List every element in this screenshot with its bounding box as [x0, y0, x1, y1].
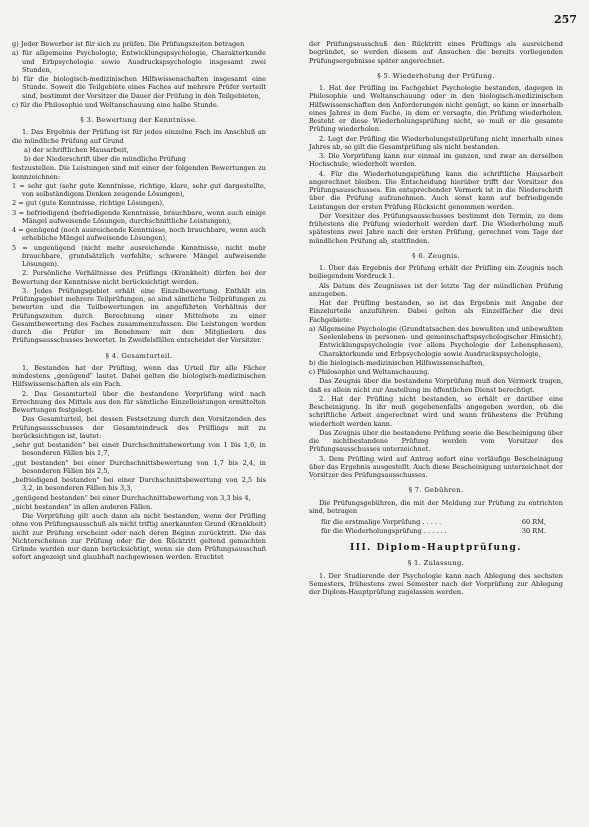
paragraph: 1. Der Studierende der Psychologie kann nach Ablegung des sechsten Semesters, frühestens zwei Semester nach der Vorprüfung zur Ablegung der Diplom-Hauptprüfung zugelassen werden. [309, 571, 563, 596]
paragraph: 1 = sehr gut (sehr gute Kenntnisse, richtige, klare, sehr gut dargestellte, von selbständigem Denken zeugende Lösungen), [12, 181, 266, 198]
paragraph: c) für die Philosophie und Weltanschauung eine halbe Stunde. [12, 100, 219, 109]
section-heading: § 5. Wiederholung der Prüfung. [377, 71, 495, 80]
paragraph: der Prüfungsausschuß den Rücktritt eines Prüflings als ausreichend begründet, so werden diesem auf Ansuchen die bereits vorliegenden Prüfungsergebnisse später angerechnet. [309, 40, 563, 65]
fee-label: für die erstmalige Vorprüfung . . . . . [321, 518, 442, 526]
fee-value: 60 RM, [521, 518, 546, 526]
paragraph: b) für die biologisch-medizinischen Hilfswissenschaften insgesamt eine Stunde. Soweit die Teilgebiete eines Faches auf mehrere Prüfer verteilt sind, bestimmt der Vorsitzer die Dauer der Prüfung in den Teilgebieten, [12, 75, 266, 100]
section-heading: § 3. Bewertung der Kenntnisse. [80, 116, 198, 124]
paragraph: 1. Über das Ergebnis der Prüfung erhält der Prüfling ein Zeugnis nach beiliegendem Vordruck 1. [309, 264, 563, 281]
section-heading: III. Diplom-Hauptprüfung. [350, 543, 522, 553]
left-column [12, 40, 266, 563]
paragraph: b) die biologisch-medizinischen Hilfswissenschaften, [309, 358, 485, 367]
paragraph: a) Allgemeine Psychologie (Grundtatsachen des bewußten und unbewußten Seelenlebens in personen- und gemeinschaftspsychologischer Hinsicht), Entwicklungspsychologie (vor allem Psychologie der Lebensphasen), Charakterkunde und Erbpsychologie sowie Ausdruckspsychologie, [309, 324, 563, 358]
paragraph: g) Jeder Bewerber ist für sich zu prüfen. Die Prüfungszeiten betragen [12, 40, 245, 48]
paragraph: 1. Das Ergebnis der Prüfung ist für jedes einzelne Fach im Anschluß an die mündliche Prüfung auf Grund [12, 128, 266, 145]
paragraph: 1. Bestanden hat der Prüfling, wenn das Urteil für alle Fächer mindestens „genügend" lautet. Dabei gelten die biologisch-medizinischen Hilfswissenschaften als ein Fach. [12, 363, 266, 389]
paragraph: 3. Die Vorprüfung kann nur einmal im ganzen, und zwar an derselben Hochschule, wiederholt werden. [309, 152, 563, 169]
paragraph: Die Prüfungsgebühren, die mit der Meldung zur Prüfung zu entrichten sind, betragen [309, 498, 563, 515]
paragraph: festzustellen. Die Leistungen sind mit einer der folgenden Bewertungen zu kennzeichnen: [12, 164, 266, 181]
paragraph: 3. Dem Prüfling wird auf Antrag sofort eine vorläufige Bescheinigung über das Ergebnis ausgestellt. Auch diese Bescheinigung unterzeichnet der Vorsitzer des Prüfungsausschusses. [309, 454, 563, 479]
paragraph: 2. Persönliche Verhältnisse des Prüflings (Krankheit) dürfen bei der Bewertung der Kenntnisse nicht berücksichtigt werden. [12, 269, 266, 286]
fee-value: 30 RM. [521, 527, 546, 535]
paragraph: Das Gesamturteil, bei dessen Festsetzung durch den Vorsitzenden des Prüfungsausschusses der Gesamteindruck des Prüflings mit zu berücksichtigen ist, lautet: [12, 415, 266, 440]
paragraph: c) Philosophie und Weltanschauung. [309, 368, 430, 376]
section-heading: § 1. Zulassung. [407, 559, 465, 568]
paragraph: „gut bestanden" bei einer Durchschnittsbewertung von 1,7 bis 2,4, in besonderen Fällen bis 2,5, [12, 458, 266, 475]
paragraph: Die Vorprüfung gilt auch dann als nicht bestanden, wenn der Prüfling ohne von Prüfungsausschuß als nicht triftig anerkannten Grund (Krankheit) nicht zur Prüfung erscheint oder nach deren Beginn zurücktritt. Die das Nichterscheinen zur Prüfung oder für den Rücktritt geltend gemachten Gründe werden nur dann berücksichtigt, wenn sie dem Prüfungsausschuß sofort angezeigt und glaubhaft nachgewiesen werden. Erachtet [12, 512, 266, 562]
fee-table [321, 518, 546, 536]
paragraph: Das Zeugnis über die bestandene Vorprüfung muß den Vermerk tragen, daß es allein nicht zur Anstellung im öffentlichen Dienst berechtigt. [309, 377, 563, 394]
paragraph: 3. Jedes Prüfungsgebiet erhält eine Einzelbewertung. Enthält ein Prüfungsgebiet mehrere Teilprüfungen, so sind sämtliche Teilprüfungen zu bewerten und die Teilbewertungen im angeführten Verhältnis der Prüfungszeiten durch Berechnung einer Mittelnote zu einer Gesamtbewertung des Faches zusammenzufassen. Die Leistungen werden durch die Prüfer im Benehmen mit den Mitgliedern des Prüfungsausschusses bewertet. In Zweifelsfällen entscheidet der Vorsitzer. [12, 286, 266, 345]
paragraph: 1. Hat der Prüfling im Fachgebiet Psychologie bestanden, dagegen in Philosophie und Weltanschauung oder in den biologisch-medizinischen Hilfswissenschaften den Anforderungen nicht genügt, so kann er innerhalb eines Jahres in dem Fache, in dem er versagte, die Prüfung wiederholen. Besteht er diese Wiederholungsprüfung nicht, so muß er die gesamte Prüfung wiederholen. [309, 84, 563, 134]
paragraph: 3 = befriedigend (befriedigende Kenntnisse, brauchbare, wenn auch einige Mängel aufweisende Lösungen, durchschnittliche Leistungen), [12, 208, 266, 225]
paragraph: „genügend bestanden" bei einer Durchschnittsbewertung von 3,3 bis 4, [12, 493, 251, 502]
paragraph: 2 = gut (gute Kenntnisse, richtige Lösungen), [12, 199, 165, 208]
paragraph: „befriedigend bestanden" bei einer Durchschnittsbewertung von 2,5 bis 3,2, in besonderen Fällen bis 3,3, [12, 476, 266, 493]
paragraph: Als Datum des Zeugnisses ist der letzte Tag der mündlichen Prüfung anzugeben. [309, 281, 563, 298]
paragraph: Hat der Prüfling bestanden, so ist das Ergebnis mit Angabe der Einzelurteile anzuführen. Dabei gelten als Einzelfächer die drei Fachgebiete: [309, 299, 563, 324]
page-number: 257 [554, 13, 577, 26]
paragraph: Das Zeugnis über die bestandene Prüfung sowie die Bescheinigung über die nichtbestandene Prüfung werden vom Vorsitzer des Prüfungsausschusses unterzeichnet. [309, 428, 563, 454]
paragraph: Der Vorsitzer des Prüfungsausschusses bestimmt den Termin, zu dem frühestens die Prüfung wiederholt werden darf. Die Wiederholung muß spätestens zwei Jahre nach der ersten Prüfung, gerechnet vom Tage der mündlichen Prüfung ab, stattfinden. [309, 211, 563, 245]
paragraph: 2. Hat der Prüfling nicht bestanden, so erhält er darüber eine Bescheinigung. In ihr muß gegebenenfalls angegeben werden, ob die schriftliche Arbeit angerechnet wird und wann frühestens die Prüfung wiederholt werden kann. [309, 394, 563, 428]
section-heading: § 7. Gebühren. [408, 486, 464, 495]
fee-label: für die Wiederholungsprüfung . . . . . . [321, 527, 447, 535]
paragraph: „sehr gut bestanden" bei einer Durchschnittsbewertung von 1 bis 1,6, in besonderen Fällen bis 1,7, [12, 441, 266, 458]
section-heading: § 4. Gesamturteil. [105, 351, 173, 360]
paragraph: „nicht bestanden" in allen anderen Fällen. [12, 502, 153, 511]
section-heading: § 6. Zeugnis. [412, 251, 460, 260]
paragraph: 5 = ungenügend (nicht mehr ausreichende Kenntnisse, nicht mehr brauchbare, grundsätzlich verfehlte, schwere Mängel aufweisende Lösungen). [12, 243, 266, 268]
paragraph: a) für allgemeine Psychologie, Entwicklungspsychologie, Charakterkunde und Erbpsychologie sowie Ausdruckspsychologie insgesamt zwei Stunden, [12, 49, 266, 74]
paragraph: 2. Legt der Prüfling die Wiederholungsteilprüfung nicht innerhalb eines Jahres ab, so gilt die Gesamtprüfung als nicht bestanden. [309, 134, 563, 151]
paragraph: a) der schriftlichen Hausarbeit, [24, 145, 129, 154]
right-column [309, 40, 563, 597]
paragraph: 4. Für die Wiederholungsprüfung kann die schriftliche Hausarbeit angerechnet bleiben. Die Entscheidung hierüber trifft der Vorsitzer des Prüfungsausschusses. Ein entsprechender Vermerk ist in die Niederschrift über die Prüfung aufzunehmen. Auch sonst kann auf befriedigende Leistungen der ersten Prüfung Rücksicht genommen werden. [309, 169, 563, 211]
paragraph: 2. Das Gesamturteil über die bestandene Vorprüfung wird nach Errechnung des Mittels aus den für sämtliche Einzelleistungen ermittelten Bewertungen festgelegt. [12, 389, 266, 414]
paragraph: b) der Niederschrift über die mündliche Prüfung [24, 155, 186, 163]
fee-row [321, 518, 546, 527]
paragraph: 4 = genügend (noch ausreichende Kenntnisse, noch brauchbare, wenn auch erhebliche Mängel aufweisende Lösungen), [12, 226, 266, 243]
fee-row [321, 527, 546, 536]
